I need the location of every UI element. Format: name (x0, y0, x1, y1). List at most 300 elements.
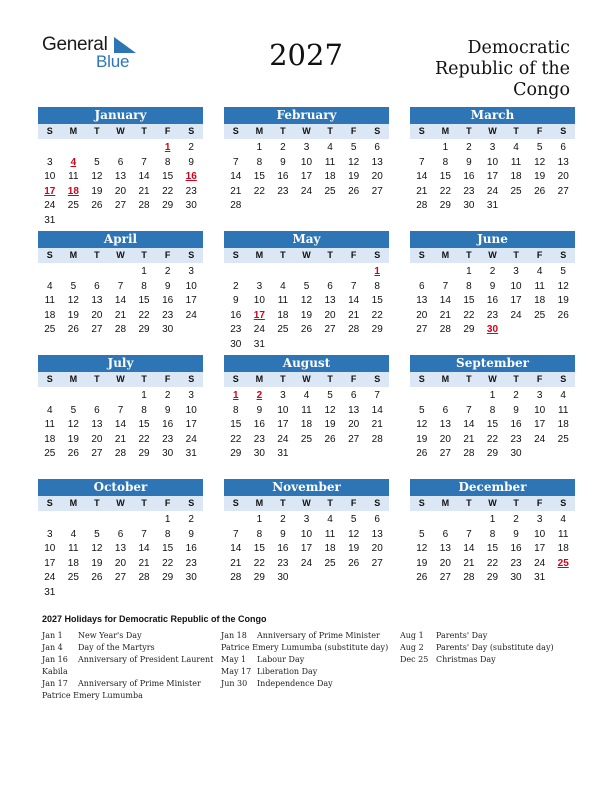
day-cell: 20 (114, 557, 127, 569)
day-cell: 25 (300, 433, 313, 445)
weekday-label: T (513, 250, 519, 260)
day-cell: 3 (303, 514, 310, 525)
day-cell: 17 (44, 557, 56, 569)
holiday-day-cell: 2 (256, 390, 263, 401)
weekday-label: S (232, 498, 239, 508)
weekday-label: F (164, 374, 171, 384)
day-cell: 18 (67, 557, 79, 569)
weekday-header (410, 372, 575, 387)
day-cell: 22 (253, 185, 265, 197)
weekday-label: S (188, 374, 195, 384)
day-cell: 19 (534, 171, 546, 183)
weekday-header (224, 124, 389, 139)
day-cell: 3 (489, 142, 496, 153)
day-cell: 11 (510, 156, 522, 168)
day-cell: 28 (230, 572, 242, 584)
day-cell: 20 (439, 433, 451, 445)
day-cell: 3 (536, 514, 543, 525)
day-cell: 8 (489, 404, 496, 416)
holiday-date: May 17 (221, 667, 252, 676)
empty-cell (109, 265, 133, 280)
day-cell: 11 (301, 404, 312, 416)
day-cell: 7 (419, 156, 425, 168)
day-cell: 16 (230, 309, 242, 321)
empty-cell (295, 265, 319, 280)
day-cell: 5 (560, 266, 566, 277)
day-cell: 22 (439, 185, 451, 197)
month-title: May (224, 231, 389, 248)
empty-cell (85, 513, 109, 528)
day-cell: 5 (70, 404, 77, 416)
weekday-header (38, 124, 203, 139)
day-cell: 28 (463, 448, 475, 460)
day-grid (410, 141, 575, 214)
holiday-column-3 (400, 630, 554, 666)
day-cell: 14 (114, 295, 127, 307)
day-cell: 8 (164, 156, 171, 168)
day-cell: 23 (510, 433, 522, 445)
weekday-label: F (350, 126, 357, 136)
day-cell: 21 (463, 557, 475, 569)
holiday-day-cell: 4 (70, 156, 77, 168)
day-cell: 30 (185, 200, 197, 212)
holiday-item (221, 678, 388, 690)
day-cell: 23 (230, 324, 242, 336)
day-cell: 10 (185, 404, 197, 416)
day-cell: 29 (138, 324, 150, 336)
day-cell: 26 (91, 572, 103, 584)
day-cell: 12 (557, 280, 569, 292)
year-title: 2027 (269, 38, 343, 72)
day-cell: 5 (303, 280, 310, 292)
empty-cell (457, 513, 481, 528)
day-cell: 24 (300, 557, 313, 569)
day-cell: 18 (510, 171, 522, 183)
weekday-label: F (350, 374, 357, 384)
day-cell: 7 (442, 280, 449, 292)
month-title: January (38, 107, 203, 124)
day-cell: 16 (510, 543, 522, 555)
weekday-label: T (94, 250, 100, 260)
day-cell: 19 (91, 557, 103, 569)
holiday-day-cell: 18 (67, 185, 79, 197)
day-cell: 28 (348, 324, 360, 336)
day-cell: 19 (91, 185, 103, 197)
day-cell: 26 (91, 200, 103, 212)
day-cell: 18 (557, 419, 569, 431)
day-cell: 29 (162, 572, 174, 584)
day-cell: 12 (67, 419, 79, 431)
day-cell: 13 (114, 171, 127, 183)
day-cell: 27 (371, 185, 383, 197)
day-cell: 10 (534, 528, 546, 540)
day-cell: 15 (162, 543, 174, 555)
day-cell: 13 (557, 156, 569, 168)
day-cell: 30 (510, 448, 522, 460)
day-cell: 6 (350, 390, 357, 401)
holidays-title: 2027 Holidays for Democratic Republic of the Congo (42, 614, 267, 624)
day-cell: 1 (489, 514, 496, 525)
day-cell: 6 (419, 280, 425, 292)
day-cell: 19 (348, 543, 360, 555)
day-cell: 13 (439, 543, 451, 555)
day-cell: 22 (230, 433, 242, 445)
weekday-label: S (560, 374, 567, 384)
month-may (224, 231, 389, 353)
day-cell: 10 (277, 404, 289, 416)
logo-general-text: General (42, 34, 108, 55)
weekday-header (38, 248, 203, 263)
day-cell: 15 (138, 419, 150, 431)
day-cell: 22 (138, 433, 150, 445)
day-cell: 28 (463, 572, 475, 584)
day-cell: 12 (300, 295, 313, 307)
day-cell: 19 (557, 295, 569, 307)
day-cell: 17 (300, 543, 313, 555)
day-cell: 9 (280, 156, 286, 168)
day-cell: 7 (233, 156, 239, 168)
holiday-name: Day of the Martyrs (78, 643, 155, 652)
month-title: February (224, 107, 389, 124)
day-cell: 30 (277, 572, 289, 584)
day-cell: 11 (277, 295, 289, 307)
day-cell: 11 (324, 528, 336, 540)
day-cell: 6 (374, 514, 380, 525)
day-cell: 16 (277, 171, 289, 183)
weekday-label: S (46, 374, 53, 384)
weekday-label: M (441, 374, 450, 384)
day-cell: 8 (466, 280, 472, 292)
day-cell: 12 (348, 156, 360, 168)
empty-cell (410, 513, 434, 528)
day-cell: 24 (185, 433, 197, 445)
day-grid (38, 141, 203, 229)
day-cell: 10 (510, 280, 522, 292)
day-cell: 7 (466, 404, 472, 416)
day-cell: 4 (327, 142, 333, 153)
month-title: October (38, 479, 203, 496)
day-cell: 29 (230, 448, 242, 460)
holiday-day-cell: 16 (185, 171, 197, 183)
day-cell: 26 (300, 324, 313, 336)
day-cell: 11 (558, 528, 569, 540)
empty-cell (132, 141, 156, 156)
month-january (38, 107, 203, 229)
weekday-label: M (441, 498, 450, 508)
day-cell: 8 (256, 528, 263, 540)
empty-cell (109, 389, 133, 404)
day-cell: 18 (44, 433, 56, 445)
holiday-item (221, 630, 388, 642)
weekday-label: W (302, 498, 311, 508)
day-cell: 31 (253, 338, 265, 350)
day-cell: 20 (371, 543, 383, 555)
day-cell: 16 (463, 171, 475, 183)
day-cell: 8 (233, 404, 239, 416)
weekday-label: F (350, 250, 357, 260)
day-cell: 22 (138, 309, 150, 321)
weekday-label: T (327, 126, 333, 136)
day-cell: 27 (371, 557, 383, 569)
weekday-label: S (418, 374, 425, 384)
day-cell: 21 (463, 433, 475, 445)
month-august (224, 355, 389, 462)
weekday-label: T (466, 250, 472, 260)
weekday-label: T (141, 250, 147, 260)
day-cell: 17 (277, 419, 289, 431)
day-cell: 13 (416, 295, 428, 307)
day-cell: 9 (280, 528, 286, 540)
day-cell: 27 (439, 572, 451, 584)
day-grid (224, 265, 389, 353)
day-cell: 2 (513, 390, 519, 401)
holiday-name-continued: Patrice Emery Lumumba (42, 691, 143, 700)
day-cell: 31 (185, 448, 197, 460)
day-cell: 20 (91, 309, 103, 321)
month-title: June (410, 231, 575, 248)
day-cell: 5 (94, 528, 100, 540)
day-cell: 30 (162, 324, 174, 336)
holiday-name: Labour Day (257, 655, 305, 664)
day-cell: 30 (185, 572, 197, 584)
holiday-date: Aug 2 (400, 643, 424, 652)
day-cell: 3 (280, 390, 286, 401)
weekday-label: T (94, 374, 100, 384)
day-cell: 1 (466, 266, 472, 277)
day-cell: 4 (327, 514, 333, 525)
day-cell: 19 (348, 171, 360, 183)
day-cell: 14 (114, 419, 127, 431)
day-cell: 20 (416, 309, 428, 321)
day-cell: 15 (486, 419, 499, 431)
weekday-header (38, 372, 203, 387)
day-cell: 27 (348, 433, 360, 445)
weekday-label: S (374, 374, 381, 384)
day-cell: 24 (534, 557, 546, 569)
logo-blue-text: Blue (96, 52, 130, 71)
weekday-label: T (466, 374, 472, 384)
country-title (370, 38, 570, 101)
day-cell: 11 (44, 419, 55, 431)
empty-cell (38, 513, 62, 528)
day-cell: 7 (374, 390, 380, 401)
holiday-name: Anniversary of Prime Minister (78, 679, 201, 688)
day-cell: 15 (371, 295, 383, 307)
day-cell: 11 (68, 171, 79, 183)
weekday-label: S (46, 126, 53, 136)
day-cell: 29 (463, 324, 475, 336)
day-cell: 25 (534, 309, 546, 321)
day-grid (38, 265, 203, 338)
day-cell: 12 (416, 419, 428, 431)
day-cell: 21 (230, 185, 242, 197)
weekday-label: M (255, 126, 264, 136)
day-cell: 1 (489, 390, 496, 401)
day-cell: 2 (164, 390, 171, 401)
holiday-name: Liberation Day (257, 667, 318, 676)
day-cell: 15 (138, 295, 150, 307)
day-cell: 5 (70, 280, 77, 292)
day-cell: 30 (253, 448, 265, 460)
day-cell: 23 (253, 433, 265, 445)
weekday-label: T (513, 126, 519, 136)
empty-cell (224, 141, 248, 156)
day-cell: 9 (466, 156, 472, 168)
day-cell: 12 (534, 156, 546, 168)
holiday-day-cell: 17 (253, 309, 265, 321)
day-cell: 10 (253, 295, 265, 307)
weekday-label: S (188, 498, 195, 508)
day-cell: 1 (256, 514, 263, 525)
day-cell: 27 (557, 185, 569, 197)
month-title: July (38, 355, 203, 372)
day-cell: 24 (253, 324, 265, 336)
day-grid (410, 513, 575, 586)
day-cell: 8 (442, 156, 449, 168)
day-cell: 21 (114, 309, 127, 321)
holiday-name-continued: Patrice Emery Lumumba (substitute day) (221, 643, 389, 652)
day-cell: 31 (44, 586, 56, 598)
country-line-2: Republic of the (434, 59, 570, 79)
weekday-label: F (350, 498, 357, 508)
day-cell: 3 (47, 528, 53, 540)
day-cell: 13 (91, 295, 103, 307)
weekday-label: W (488, 374, 497, 384)
empty-cell (38, 141, 62, 156)
day-cell: 18 (300, 419, 313, 431)
weekday-header (224, 372, 389, 387)
holiday-item (221, 666, 388, 678)
day-cell: 4 (47, 404, 53, 416)
weekday-header (224, 248, 389, 263)
day-cell: 28 (138, 572, 150, 584)
holiday-item (42, 630, 213, 642)
day-cell: 6 (94, 404, 100, 416)
empty-cell (62, 141, 86, 156)
day-cell: 5 (350, 514, 357, 525)
day-cell: 6 (117, 156, 124, 168)
day-cell: 23 (185, 557, 197, 569)
weekday-label: F (536, 374, 543, 384)
holiday-name: Parents' Day (substitute day) (436, 643, 554, 652)
day-cell: 1 (164, 514, 171, 525)
day-cell: 20 (114, 185, 127, 197)
holiday-item (221, 654, 388, 666)
day-cell: 7 (141, 528, 147, 540)
day-cell: 11 (324, 156, 336, 168)
day-cell: 21 (371, 419, 383, 431)
day-cell: 6 (374, 142, 380, 153)
day-cell: 22 (162, 557, 174, 569)
day-cell: 25 (277, 324, 289, 336)
day-cell: 15 (253, 171, 265, 183)
day-cell: 17 (185, 419, 197, 431)
day-cell: 28 (138, 200, 150, 212)
weekday-label: M (441, 126, 450, 136)
holiday-name: New Year's Day (78, 631, 142, 640)
weekday-label: T (327, 250, 333, 260)
weekday-label: T (280, 126, 286, 136)
day-cell: 3 (303, 142, 310, 153)
day-cell: 29 (486, 448, 499, 460)
day-cell: 9 (188, 156, 194, 168)
day-cell: 2 (188, 142, 194, 153)
weekday-label: S (418, 250, 425, 260)
day-cell: 2 (489, 266, 496, 277)
empty-cell (410, 389, 434, 404)
empty-cell (248, 265, 272, 280)
day-cell: 13 (371, 156, 383, 168)
holiday-date: Jan 16 (42, 655, 68, 664)
day-cell: 26 (534, 185, 546, 197)
day-cell: 1 (256, 142, 263, 153)
day-cell: 21 (138, 557, 150, 569)
day-cell: 13 (371, 528, 383, 540)
day-cell: 8 (374, 280, 380, 292)
weekday-label: T (141, 374, 147, 384)
weekday-label: W (302, 374, 311, 384)
day-cell: 21 (138, 185, 150, 197)
day-cell: 7 (117, 280, 124, 292)
day-cell: 9 (513, 404, 519, 416)
empty-cell (224, 513, 248, 528)
month-title: April (38, 231, 203, 248)
empty-cell (85, 265, 109, 280)
day-cell: 6 (560, 142, 566, 153)
weekday-label: W (116, 250, 125, 260)
day-cell: 19 (67, 433, 79, 445)
day-cell: 29 (371, 324, 383, 336)
weekday-label: T (94, 498, 100, 508)
day-cell: 30 (510, 572, 522, 584)
day-cell: 9 (233, 295, 239, 307)
day-cell: 31 (277, 448, 289, 460)
weekday-label: S (560, 250, 567, 260)
day-cell: 19 (300, 309, 313, 321)
country-line-1: Democratic (467, 38, 570, 58)
logo (42, 34, 142, 74)
day-cell: 6 (94, 280, 100, 292)
empty-cell (38, 389, 62, 404)
day-cell: 2 (466, 142, 472, 153)
day-cell: 31 (486, 200, 499, 212)
day-cell: 2 (164, 266, 171, 277)
weekday-label: M (255, 498, 264, 508)
day-grid (38, 513, 203, 601)
day-cell: 17 (185, 295, 197, 307)
weekday-header (410, 496, 575, 511)
day-cell: 4 (280, 280, 286, 292)
day-cell: 15 (253, 543, 265, 555)
month-title: December (410, 479, 575, 496)
holiday-day-cell: 25 (557, 557, 569, 569)
weekday-label: S (188, 126, 195, 136)
weekday-label: T (513, 374, 519, 384)
day-cell: 9 (164, 280, 171, 292)
weekday-label: T (327, 498, 333, 508)
day-cell: 26 (67, 448, 79, 460)
month-december (410, 479, 575, 586)
day-cell: 17 (534, 543, 546, 555)
day-cell: 23 (463, 185, 475, 197)
day-cell: 21 (439, 309, 451, 321)
holiday-date: May 1 (221, 655, 247, 664)
weekday-label: F (536, 126, 543, 136)
day-cell: 7 (233, 528, 239, 540)
day-cell: 4 (513, 142, 519, 153)
day-cell: 2 (188, 514, 194, 525)
day-cell: 14 (463, 419, 475, 431)
